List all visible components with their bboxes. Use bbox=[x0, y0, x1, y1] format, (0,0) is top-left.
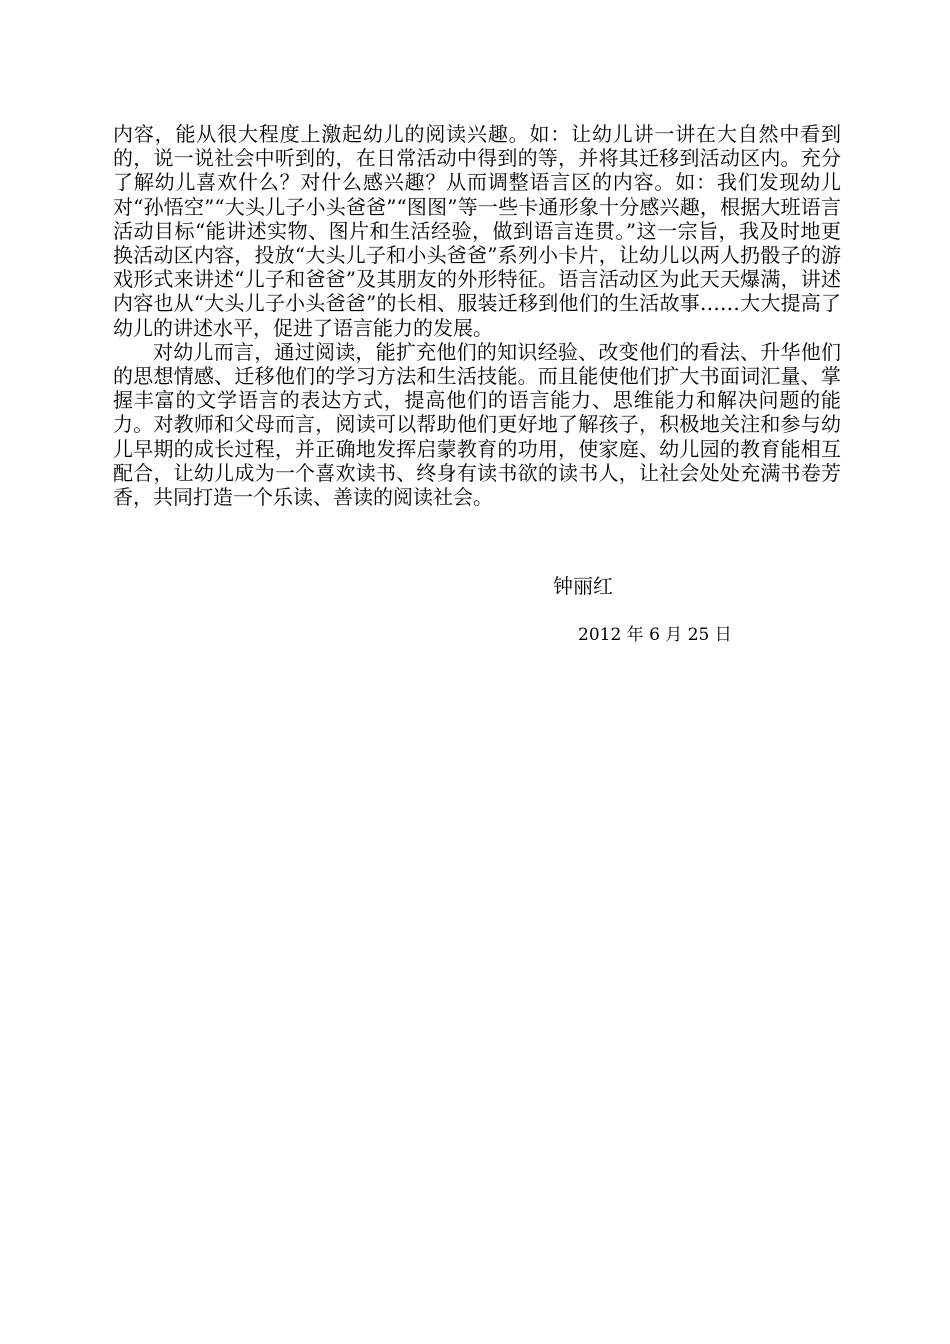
paragraph-reading-benefits: 对幼儿而言，通过阅读，能扩充他们的知识经验、改变他们的看法、升华他们的思想情感、迁移他们的学习方法和生活技能。而且能使他们扩大书面词汇量、掌握丰富的文学语言的表达方式，提高他们的语言能力、思维能力和解决问题的能力。对教师和父母而言，阅读可以帮助他们更好地了解孩子，积极地关注和参与幼儿早期的成长过程，并正确地发挥启蒙教育的功用，使家庭、幼儿园的教育能相互配合，让幼儿成为一个喜欢读书、终身有读书欲的读书人，让社会处处充满书卷芳香，共同打造一个乐读、善读的阅读社会。 bbox=[113, 339, 841, 510]
article-body bbox=[113, 122, 841, 509]
author-signature: 钟丽红 bbox=[553, 574, 613, 598]
paragraph-continued: 内容，能从很大程度上激起幼儿的阅读兴趣。如：让幼儿讲一讲在大自然中看到的，说一说社会中听到的，在日常活动中得到的等，并将其迁移到活动区内。充分了解幼儿喜欢什么？对什么感兴趣？从而调整语言区的内容。如：我们发现幼儿对“孙悟空”“大头儿子小头爸爸”“图图”等一些卡通形象十分感兴趣，根据大班语言活动目标“能讲述实物、图片和生活经验，做到语言连贯。”这一宗旨，我及时地更换活动区内容，投放“大头儿子和小头爸爸”系列小卡片，让幼儿以两人扔骰子的游戏形式来讲述“儿子和爸爸”及其朋友的外形特征。语言活动区为此天天爆满，讲述内容也从“大头儿子小头爸爸”的长相、服装迁移到他们的生活故事……大大提高了幼儿的讲述水平，促进了语言能力的发展。 bbox=[113, 122, 841, 340]
signature-date: 2012 年 6 月 25 日 bbox=[578, 625, 732, 645]
